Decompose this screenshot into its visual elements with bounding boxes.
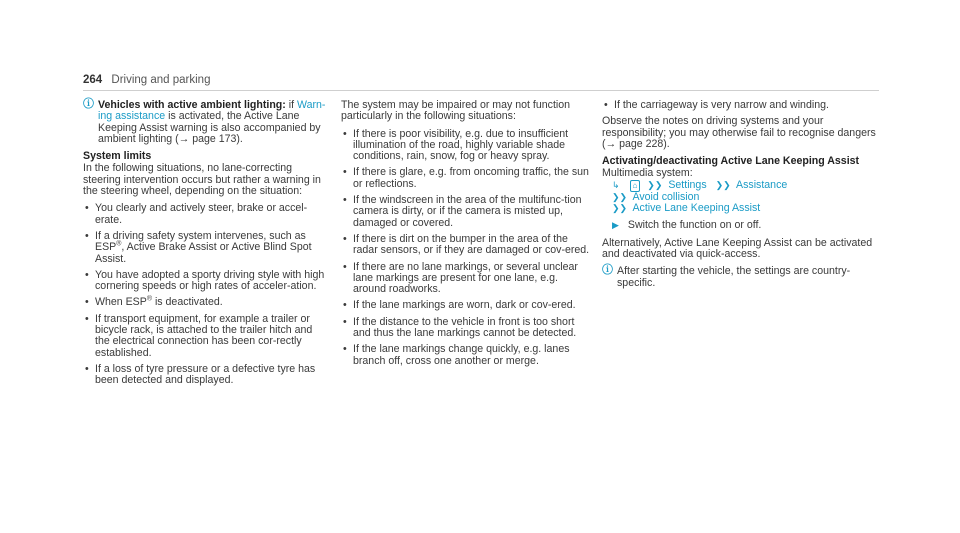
- section-title: Driving and parking: [111, 74, 211, 86]
- ambient-lighting-note: [83, 100, 326, 145]
- action-text: Switch the function on or off.: [627, 219, 762, 232]
- impaired-list: [341, 129, 591, 367]
- chevron-right-icon: ❯❯: [715, 179, 731, 190]
- list-item: • If there are no lane markings, or several unclear lane markings are present for one lane, e.g. around roadworks.: [341, 262, 591, 296]
- impaired-intro: The system may be impaired or may not function particularly in the following situations:: [341, 99, 571, 123]
- column-1: [83, 100, 326, 392]
- return-arrow-icon: ↳: [612, 179, 620, 190]
- list-item: • If there is glare, e.g. from oncoming traffic, the sun or reflections.: [341, 167, 591, 190]
- list-item: • If the lane markings are worn, dark or cov-ered.: [341, 300, 591, 311]
- system-limits-intro: In the following situations, no lane-correcting steering intervention occurs but rather a warning in the steering wheel, depending on the situation:: [83, 162, 321, 198]
- note-text: is activated, the Active Lane Keeping Assist warning is also accompanied by ambient lighting (→ page 173).: [98, 110, 321, 145]
- menu-settings[interactable]: Settings: [668, 178, 707, 191]
- column-2: [341, 100, 591, 372]
- list-item: • If the windscreen in the area of the multifunc-tion camera is dirty, or if the camera is misted up, damaged or covered.: [341, 195, 591, 229]
- system-label: Multimedia system:: [602, 167, 693, 180]
- list-item: • If there is dirt on the bumper in the area of the radar sensors, or if they are damaged or cov-ered.: [341, 234, 591, 257]
- list-item: • When ESP® is deactivated.: [83, 297, 326, 308]
- note-title: Vehicles with active ambient lighting:: [98, 99, 286, 111]
- observe-note: Observe the notes on driving systems and your responsibility; you may otherwise fail to recognise dangers (→ page 228).: [602, 115, 876, 150]
- alternatively-text: Alternatively, Active Lane Keeping Assist can be activated and deactivated via quick-access.: [602, 236, 873, 260]
- menu-path-active: [612, 203, 877, 214]
- action-step: [602, 220, 877, 231]
- list-item: • If the distance to the vehicle in front is too short and thus the lane markings cannot be detected.: [341, 317, 591, 340]
- info-icon: ⓘ: [83, 98, 94, 110]
- note-if: if: [288, 99, 295, 111]
- warning-assistance-link[interactable]: Warn-ing assistance: [98, 99, 326, 123]
- header-rule: [83, 90, 879, 91]
- list-item: • If there is poor visibility, e.g. due to insufficient illumination of the road, highly variable shade conditions, rain, snow, fog or heavy spray.: [341, 129, 591, 163]
- list-item: • You have adopted a sporty driving style with high cornering speeds or high rates of acceler-ation.: [83, 270, 326, 293]
- menu-avoid-collision[interactable]: Avoid collision: [632, 190, 700, 203]
- impaired-list-continued: [602, 100, 877, 111]
- system-limits-list: [83, 203, 326, 386]
- list-item: • You clearly and actively steer, brake or accel-erate.: [83, 203, 326, 226]
- home-icon: ⌂: [630, 180, 641, 192]
- menu-active-lane-keeping-assist[interactable]: Active Lane Keeping Assist: [632, 202, 761, 215]
- page-header: [83, 74, 210, 86]
- list-item: • If a loss of tyre pressure or a defective tyre has been detected and displayed.: [83, 364, 326, 387]
- list-item: • If a driving safety system intervenes, such as ESP®, Active Brake Assist or Active Blind Spot Assist.: [83, 231, 326, 265]
- list-item: • If transport equipment, for example a trailer or bicycle rack, is attached to the trailer hitch and the electrical connection has been cor-rectly established.: [83, 314, 326, 359]
- list-item: • If the carriageway is very narrow and winding.: [602, 100, 877, 111]
- country-note-text: After starting the vehicle, the settings are country-specific.: [617, 265, 851, 289]
- chevron-right-icon: ❯❯: [647, 179, 663, 190]
- info-icon: ⓘ: [602, 264, 613, 277]
- list-item: • If the lane markings change quickly, e.g. lanes branch off, cross one another or merge.: [341, 344, 591, 367]
- chevron-right-icon: ❯❯: [612, 203, 628, 214]
- page-number: 264: [83, 74, 103, 86]
- column-3: [602, 100, 877, 295]
- country-note: [602, 266, 877, 289]
- system-limits-heading: System limits: [83, 150, 152, 163]
- play-icon: ▶: [612, 220, 619, 231]
- activating-heading: Activating/deactivating Active Lane Keeping Assist: [602, 155, 860, 168]
- menu-assistance[interactable]: Assistance: [736, 178, 788, 191]
- chevron-right-icon: ❯❯: [612, 191, 628, 202]
